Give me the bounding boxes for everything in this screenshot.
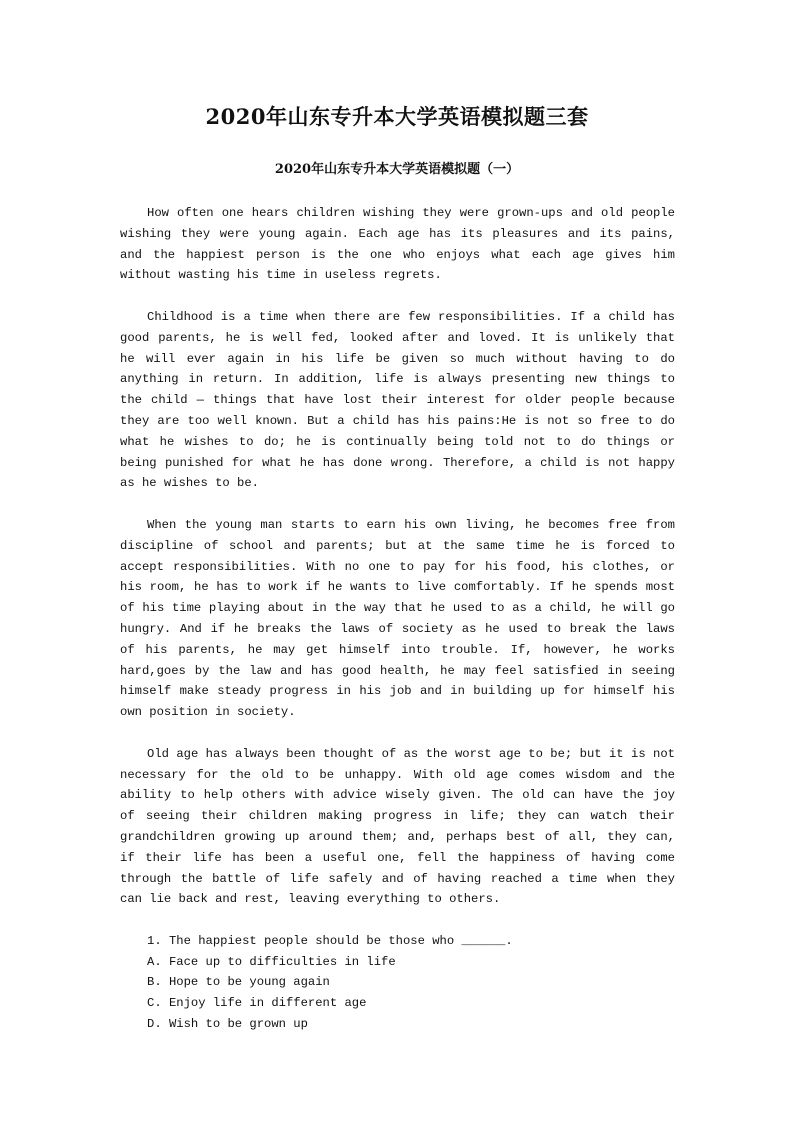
passage-paragraph-4: Old age has always been thought of as the worst age to be; but it is not necessary for the old to be unhappy. With old age comes wisdom and the ability to help others with advice wisely given. The old can have the joy of seeing their children making progress in life; they can watch their grandchildren growing up around them; and, perhaps best of all, they can, if their life has been a useful one, fell the happiness of having come through the battle of life safely and of having reached a time when they can lie back and rest, leaving everything to others. bbox=[120, 746, 675, 907]
option-d: D. Wish to be grown up bbox=[147, 1017, 308, 1032]
question-1 bbox=[120, 931, 675, 1035]
exam-subtitle: 2020年山东专升本大学英语模拟题（一） bbox=[274, 162, 520, 177]
passage-body bbox=[120, 203, 675, 1035]
option-b: B. Hope to be young again bbox=[147, 975, 330, 990]
document-title: 2020年山东专升本大学英语模拟题三套 bbox=[205, 104, 589, 129]
passage-paragraph-1: How often one hears children wishing they were grown-ups and old people wishing they were young again. Each age has its pleasures and its pains, and the happiest person is the one who enjoys what each age gives him without wasting his time in useless regrets. bbox=[120, 206, 675, 283]
passage-paragraph-3: When the young man starts to earn his own living, he becomes free from discipline of school and parents; but at the same time he is forced to accept responsibilities. With no one to pay for his food, his clothes, or his room, he has to work if he wants to live comfortably. If he spends most of his time playing about in the way that he used to as a child, he will go hungry. And if he breaks the laws of society as he used to break the laws of his parents, he may get himself into trouble. If, however, he works hard,goes by the law and has good health, he may feel satisfied in seeing himself make steady progress in his job and in building up for himself his own position in society. bbox=[120, 517, 675, 720]
question-stem: 1. The happiest people should be those who ______. bbox=[147, 933, 513, 948]
option-a: A. Face up to difficulties in life bbox=[147, 954, 396, 969]
passage-paragraph-2: Childhood is a time when there are few responsibilities. If a child has good parents, he is well fed, looked after and loved. It is unlikely that he will ever again in his life be given so much without having to do anything in return. In addition, life is always presenting new things to the child — things that have lost their interest for older people because they are too well known. But a child has his pains:He is not so free to do what he wishes to do; he is continually being told not to do things or being punished for what he has done wrong. Therefore, a child is not happy as he wishes to be. bbox=[120, 309, 675, 491]
option-c: C. Enjoy life in different age bbox=[147, 996, 367, 1011]
